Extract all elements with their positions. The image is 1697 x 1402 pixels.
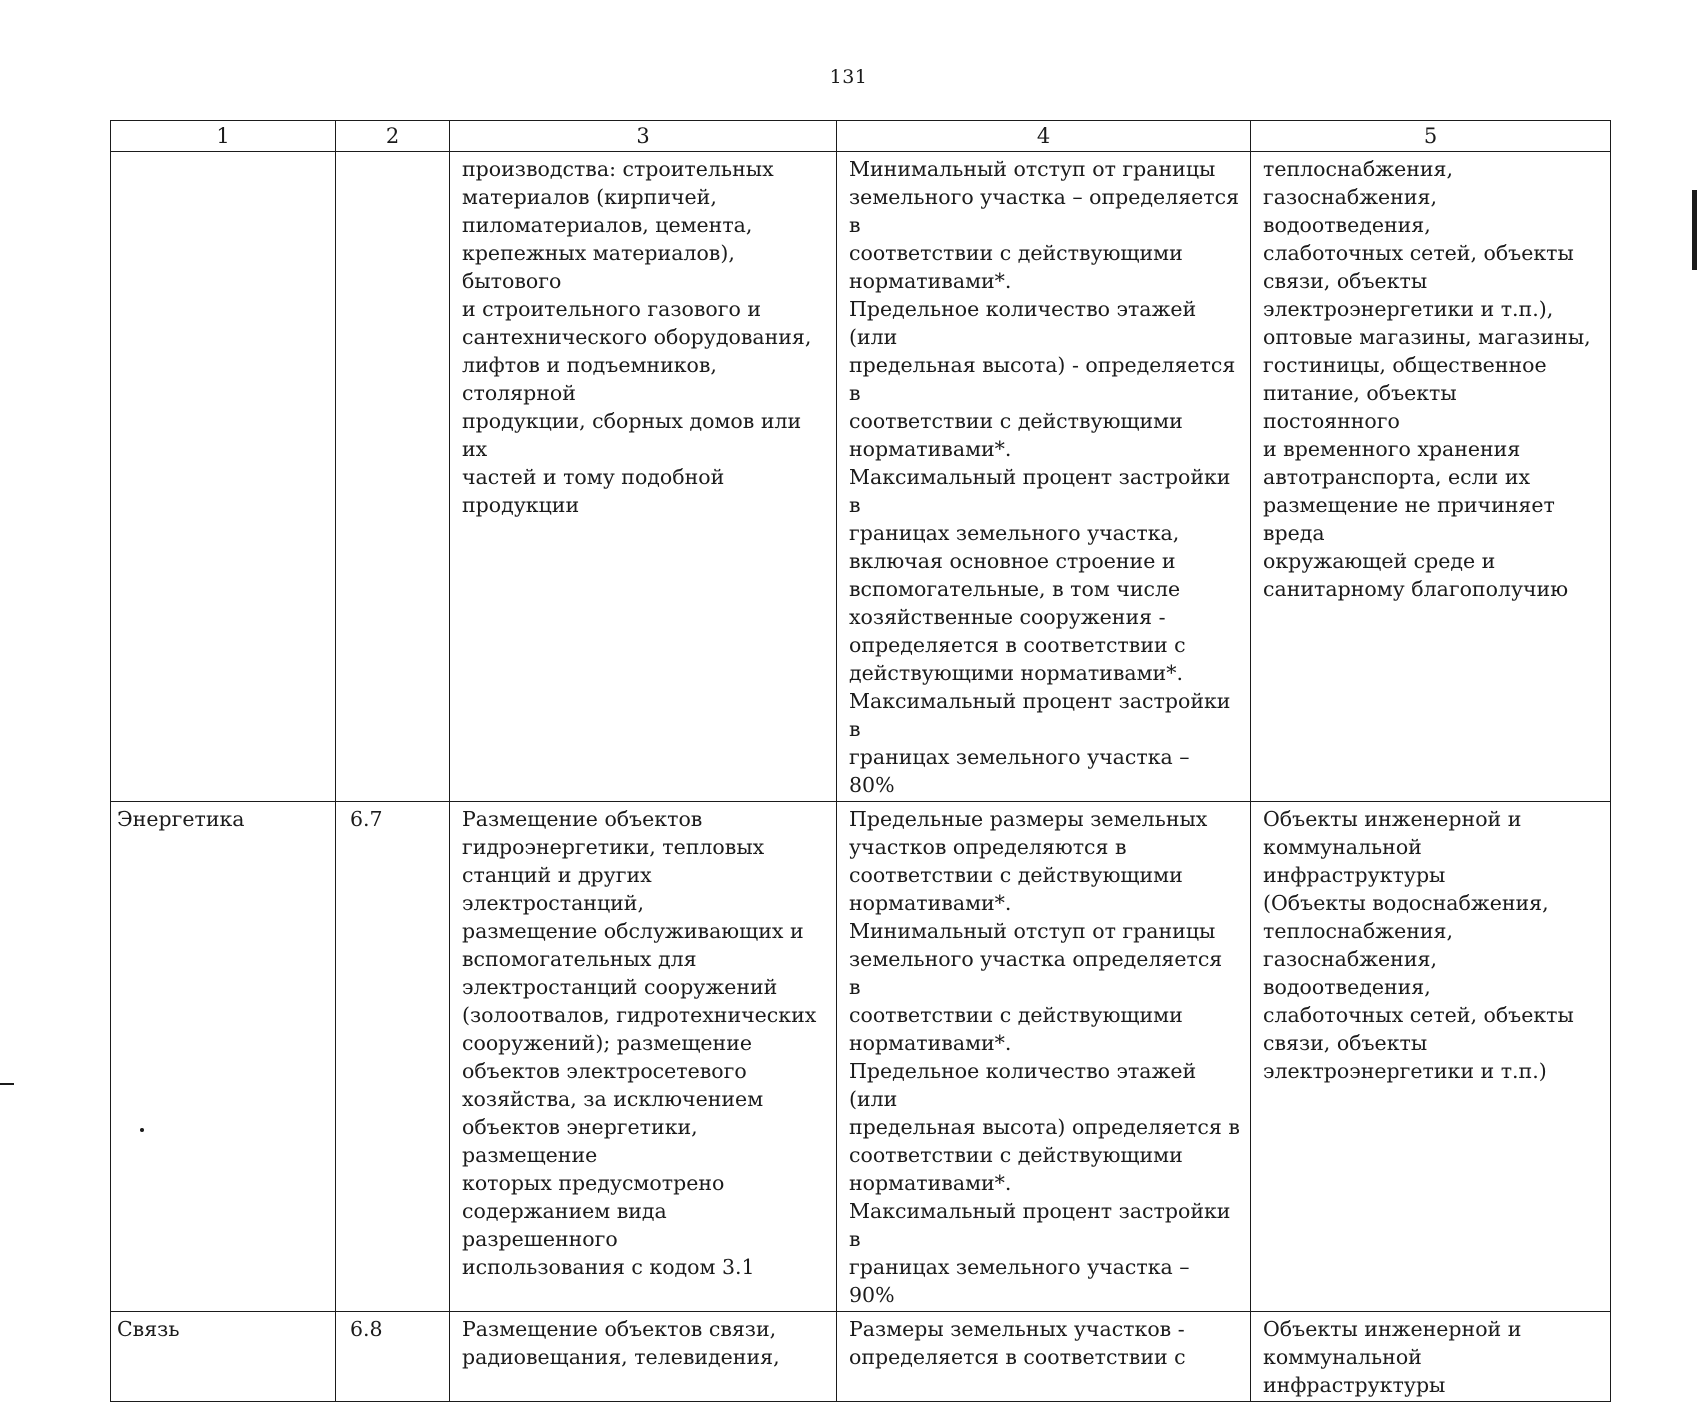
cell-parameters: Предельные размеры земельных участков определяются в соответствии с действующими нормативами*. Минимальный отступ от границы земельного участка определяется в соответствии с действующими нормативами*. Предельное количество этажей (или предельная высота) определяется в соответствии с действующими нормативами*. Максимальный процент застройки в границах земельного участка – 90% xyxy=(837,802,1251,1312)
cell-auxiliary-uses: Объекты инженерной и коммунальной инфраструктуры xyxy=(1251,1312,1611,1402)
header-cell-2: 2 xyxy=(336,121,450,152)
header-cell-5: 5 xyxy=(1251,121,1611,152)
cell-parameters: Размеры земельных участков - определяется в соответствии с xyxy=(837,1312,1251,1402)
cell-description: Размещение объектов связи, радиовещания, телевидения, xyxy=(450,1312,837,1402)
header-cell-4: 4 xyxy=(837,121,1251,152)
table-row-continuation xyxy=(111,152,1611,802)
cell-code xyxy=(336,152,450,802)
scan-edge-mark xyxy=(1692,190,1697,270)
table-header-row xyxy=(111,121,1611,152)
table-row-svyaz xyxy=(111,1312,1611,1402)
scan-dot-mark xyxy=(140,1128,144,1132)
cell-type-name: Связь xyxy=(111,1312,336,1402)
cell-code: 6.8 xyxy=(336,1312,450,1402)
cell-code: 6.7 xyxy=(336,802,450,1312)
scan-edge-mark xyxy=(0,1083,14,1085)
header-cell-3: 3 xyxy=(450,121,837,152)
table-row-energetika xyxy=(111,802,1611,1312)
cell-auxiliary-uses: теплоснабжения, газоснабжения, водоотведения, слаботочных сетей, объекты связи, объекты электроэнергетики и т.п.), оптовые магазины, магазины, гостиницы, общественное питание, объекты постоянного и временного хранения автотранспорта, если их размещение не причиняет вреда окружающей среде и санитарному благополучию xyxy=(1251,152,1611,802)
cell-auxiliary-uses: Объекты инженерной и коммунальной инфраструктуры (Объекты водоснабжения, теплоснабжения, газоснабжения, водоотведения, слаботочных сетей, объекты связи, объекты электроэнергетики и т.п.) xyxy=(1251,802,1611,1312)
cell-type-name: Энергетика xyxy=(111,802,336,1312)
header-cell-1: 1 xyxy=(111,121,336,152)
land-use-table xyxy=(110,120,1611,1402)
cell-type-name xyxy=(111,152,336,802)
cell-description: Размещение объектов гидроэнергетики, тепловых станций и других электростанций, размещение обслуживающих и вспомогательных для электростанций сооружений (золоотвалов, гидротехнических сооружений); размещение объектов электросетевого хозяйства, за исключением объектов энергетики, размещение которых предусмотрено содержанием вида разрешенного использования с кодом 3.1 xyxy=(450,802,837,1312)
cell-description: производства: строительных материалов (кирпичей, пиломатериалов, цемента, крепежных материалов), бытового и строительного газового и сантехнического оборудования, лифтов и подъемников, столярной продукции, сборных домов или их частей и тому подобной продукции xyxy=(450,152,837,802)
page-number: 131 xyxy=(829,66,868,88)
cell-parameters: Минимальный отступ от границы земельного участка – определяется в соответствии с действующими нормативами*. Предельное количество этажей (или предельная высота) - определяется в соответствии с действующими нормативами*. Максимальный процент застройки в границах земельного участка, включая основное строение и вспомогательные, в том числе хозяйственные сооружения - определяется в соответствии с действующими нормативами*. Максимальный процент застройки в границах земельного участка – 80% xyxy=(837,152,1251,802)
